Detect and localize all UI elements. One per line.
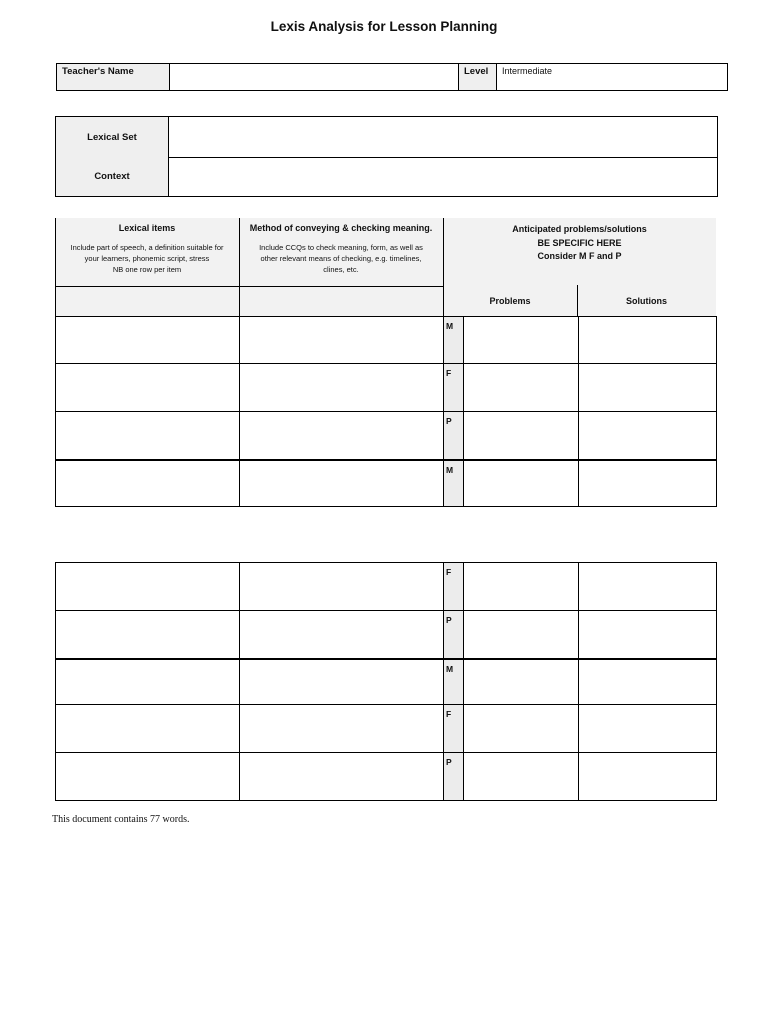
lexical-items-note-line: Include part of speech, a definition suitable for [70, 243, 224, 252]
problems-cell[interactable] [464, 460, 579, 507]
anticipated-title-line: BE SPECIFIC HERE [537, 237, 622, 248]
header-border [239, 218, 240, 316]
problems-header: Problems [489, 296, 531, 306]
method-note-line: Include CCQs to check meaning, form, as well as [259, 243, 423, 252]
solutions-cell[interactable] [579, 364, 717, 412]
lexical-item-cell[interactable] [56, 659, 240, 705]
problems-cell[interactable] [464, 317, 579, 364]
method-cell[interactable] [240, 317, 444, 364]
lexical-item-cell[interactable] [56, 317, 240, 364]
method-cell[interactable] [240, 364, 444, 412]
method-note-line: clines, etc. [323, 265, 359, 274]
lexical-item-cell[interactable] [56, 705, 240, 753]
table-row [56, 753, 717, 801]
problems-cell[interactable] [464, 611, 579, 659]
lexical-items-note-line: NB one row per item [112, 265, 182, 274]
teacher-name-label: Teacher's Name [57, 64, 170, 90]
analysis-table-2 [55, 562, 717, 801]
page-title: Lexis Analysis for Lesson Planning [270, 19, 498, 34]
anticipated-title-line: Consider M F and P [537, 251, 622, 261]
mfp-label: P [444, 753, 464, 801]
solutions-cell[interactable] [579, 412, 717, 460]
problems-cell[interactable] [464, 659, 579, 705]
lexical-set-label: Lexical Set [56, 117, 169, 157]
header-border [239, 286, 443, 287]
method-cell[interactable] [240, 659, 444, 705]
mfp-label: M [444, 659, 464, 705]
method-cell[interactable] [240, 563, 444, 611]
solutions-cell[interactable] [579, 753, 717, 801]
teacher-name-field[interactable] [170, 64, 459, 90]
mfp-label: F [444, 563, 464, 611]
table-row [56, 705, 717, 753]
mfp-label: M [444, 317, 464, 364]
header-border [55, 218, 56, 316]
analysis-table-header [55, 218, 716, 316]
method-cell[interactable] [240, 412, 444, 460]
method-note-line: other relevant means of checking, e.g. timelines, [260, 254, 422, 263]
lexical-items-title: Lexical items [118, 223, 176, 233]
lexical-set-context-table [55, 116, 718, 197]
solutions-header: Solutions [626, 296, 667, 306]
mfp-label: F [444, 364, 464, 412]
context-field[interactable] [169, 157, 717, 196]
table-row [56, 563, 717, 611]
method-header [239, 223, 443, 275]
context-label: Context [56, 157, 169, 196]
problems-cell[interactable] [464, 705, 579, 753]
header-border [577, 285, 578, 316]
header-border [55, 286, 239, 287]
lexical-item-cell[interactable] [56, 753, 240, 801]
lexical-item-cell[interactable] [56, 611, 240, 659]
method-title: Method of conveying & checking meaning. [249, 223, 433, 233]
table-row [56, 317, 717, 364]
problems-cell[interactable] [464, 364, 579, 412]
solutions-cell[interactable] [579, 563, 717, 611]
lexical-item-cell[interactable] [56, 364, 240, 412]
word-count-footer: This document contains 77 words. [52, 814, 190, 825]
mfp-label: P [444, 611, 464, 659]
mfp-label: M [444, 460, 464, 507]
lexical-items-header [55, 223, 239, 275]
context-row [56, 157, 717, 196]
teacher-info-row [56, 63, 728, 91]
lexical-item-cell[interactable] [56, 460, 240, 507]
lexical-set-row [56, 117, 717, 158]
method-cell[interactable] [240, 460, 444, 507]
level-field[interactable]: Intermediate [502, 66, 553, 76]
anticipated-header [443, 223, 716, 264]
method-cell[interactable] [240, 611, 444, 659]
table-row [56, 611, 717, 659]
header-border [443, 218, 444, 316]
method-cell[interactable] [240, 753, 444, 801]
solutions-cell[interactable] [579, 317, 717, 364]
anticipated-title-line: Anticipated problems/solutions [512, 224, 647, 234]
table-row [56, 412, 717, 460]
lexical-items-note-line: your learners, phonemic script, stress [84, 254, 210, 263]
solutions-cell[interactable] [579, 611, 717, 659]
table-row [56, 460, 717, 507]
problems-cell[interactable] [464, 753, 579, 801]
lexical-item-cell[interactable] [56, 563, 240, 611]
problems-cell[interactable] [464, 563, 579, 611]
problems-cell[interactable] [464, 412, 579, 460]
analysis-table-1 [55, 316, 717, 507]
method-cell[interactable] [240, 705, 444, 753]
lexical-set-field[interactable] [169, 117, 717, 157]
lexical-item-cell[interactable] [56, 412, 240, 460]
table-row [56, 364, 717, 412]
level-label: Level [459, 64, 497, 90]
mfp-label: F [444, 705, 464, 753]
solutions-cell[interactable] [579, 460, 717, 507]
table-row [56, 659, 717, 705]
mfp-label: P [444, 412, 464, 460]
solutions-cell[interactable] [579, 659, 717, 705]
solutions-cell[interactable] [579, 705, 717, 753]
